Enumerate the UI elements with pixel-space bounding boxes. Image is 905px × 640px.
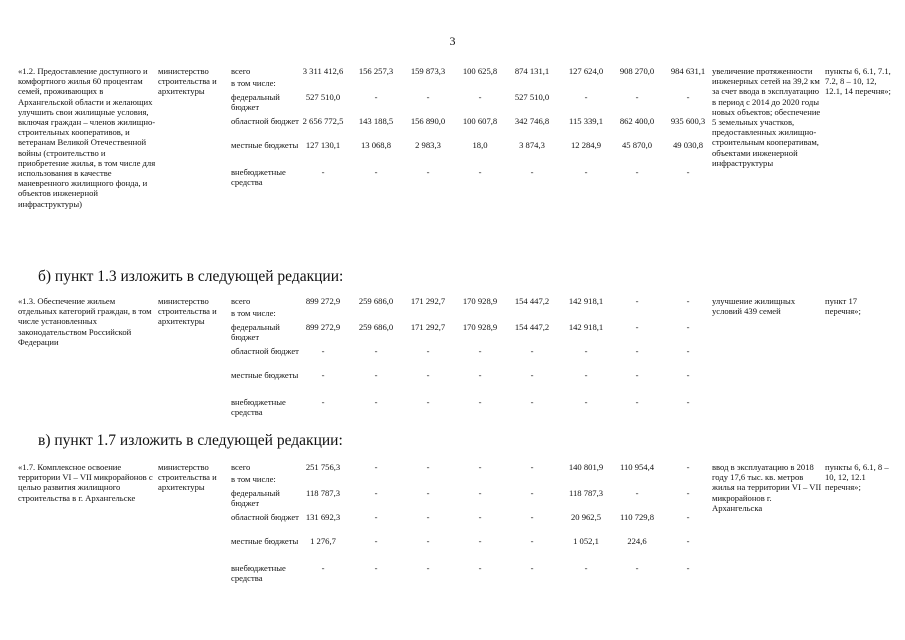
financing-value: 171 292,7 (410, 322, 446, 332)
financing-value: - (478, 167, 482, 177)
financing-value: - (530, 167, 534, 177)
financing-value: - (374, 462, 378, 472)
financing-value: - (635, 322, 639, 332)
financing-value: - (686, 92, 690, 102)
item-executor: министерство строительства и архитектуры (158, 66, 217, 97)
financing-value: - (478, 563, 482, 573)
financing-value: - (635, 167, 639, 177)
financing-value: - (426, 346, 430, 356)
financing-value: 899 272,9 (305, 296, 341, 306)
financing-value: 13 068,8 (360, 140, 392, 150)
financing-value: - (321, 346, 325, 356)
financing-value: - (426, 92, 430, 102)
financing-value: - (584, 370, 588, 380)
financing-source-label: местные бюджеты (231, 370, 299, 380)
financing-value: - (530, 512, 534, 522)
financing-value: 118 787,3 (305, 488, 341, 498)
financing-value: - (635, 346, 639, 356)
financing-value: 1 052,1 (573, 536, 599, 546)
financing-value: 251 756,3 (305, 462, 341, 472)
section-heading-b: б) пункт 1.3 изложить в следующей редакции: (38, 268, 344, 285)
financing-value: 224,6 (627, 536, 647, 546)
financing-value: - (321, 563, 325, 573)
financing-value: 154 447,2 (514, 296, 550, 306)
financing-value: 874 131,1 (514, 66, 550, 76)
financing-value: 170 928,9 (462, 296, 498, 306)
financing-source-label: внебюджетные средства (231, 397, 286, 418)
item-links: пункты 6, 6.1, 8 – 10, 12, 12.1 перечня»; (825, 462, 889, 493)
financing-value: 259 686,0 (358, 322, 394, 332)
financing-value: - (374, 536, 378, 546)
financing-value: - (426, 536, 430, 546)
financing-value: 140 801,9 (568, 462, 604, 472)
financing-value: - (686, 488, 690, 498)
financing-value: 259 686,0 (358, 296, 394, 306)
financing-source-label: областной бюджет (231, 512, 299, 522)
financing-value: - (478, 536, 482, 546)
financing-value: - (686, 346, 690, 356)
financing-value: 127 624,0 (568, 66, 604, 76)
financing-value: 1 276,7 (310, 536, 336, 546)
item-links: пункт 17 перечня»; (825, 296, 861, 317)
financing-value: 156 890,0 (410, 116, 446, 126)
financing-value: 156 257,3 (358, 66, 394, 76)
financing-value: - (635, 488, 639, 498)
financing-value: 12 284,9 (570, 140, 602, 150)
financing-value: 3 311 412,6 (302, 66, 344, 76)
item-result: улучшение жилищных условий 439 семей (712, 296, 796, 317)
financing-value: 342 746,8 (514, 116, 550, 126)
item-executor: министерство строительства и архитектуры (158, 296, 217, 327)
financing-value: - (686, 322, 690, 332)
financing-source-label: федеральный бюджет (231, 322, 280, 343)
financing-value: 3 874,3 (519, 140, 545, 150)
financing-value: - (374, 346, 378, 356)
financing-value: - (478, 462, 482, 472)
financing-value: 984 631,1 (670, 66, 706, 76)
financing-value: - (374, 488, 378, 498)
financing-source-label: внебюджетные средства (231, 563, 286, 584)
financing-value: - (374, 92, 378, 102)
financing-value: 527 510,0 (514, 92, 550, 102)
financing-value: 142 918,1 (568, 296, 604, 306)
financing-value: - (321, 167, 325, 177)
financing-value: - (686, 397, 690, 407)
item-links: пункты 6, 6.1, 7.1, 7.2, 8 – 10, 12, 12.1, 14 перечня»; (825, 66, 891, 97)
financing-value: - (686, 563, 690, 573)
financing-source-label: местные бюджеты (231, 140, 299, 150)
financing-value: - (321, 370, 325, 380)
financing-value: 171 292,7 (410, 296, 446, 306)
financing-value: - (584, 92, 588, 102)
financing-value: 899 272,9 (305, 322, 341, 332)
financing-value: - (530, 462, 534, 472)
item-executor: министерство строительства и архитектуры (158, 462, 217, 493)
financing-source-label: всего (231, 462, 251, 472)
financing-value: - (686, 462, 690, 472)
financing-value: - (686, 296, 690, 306)
financing-value: - (686, 167, 690, 177)
financing-value: 110 954,4 (619, 462, 655, 472)
financing-value: - (530, 563, 534, 573)
financing-value: - (635, 397, 639, 407)
financing-value: - (530, 536, 534, 546)
financing-value: - (635, 563, 639, 573)
financing-source-label: областной бюджет (231, 116, 299, 126)
item-result: ввод в эксплуатацию в 2018 году 17,6 тыс. кв. метров жилья на территории VI – VII микрорайонов г. Архангельска (712, 462, 822, 513)
section-heading-v: в) пункт 1.7 изложить в следующей редакции: (38, 432, 343, 449)
financing-value: - (584, 167, 588, 177)
financing-value: - (635, 370, 639, 380)
financing-value: 115 339,1 (568, 116, 604, 126)
financing-value: - (374, 512, 378, 522)
financing-value: 118 787,3 (568, 488, 604, 498)
financing-value: - (530, 488, 534, 498)
financing-value: 159 873,3 (410, 66, 446, 76)
financing-value: 170 928,9 (462, 322, 498, 332)
financing-value: - (426, 512, 430, 522)
financing-value: - (530, 397, 534, 407)
financing-value: 862 400,0 (619, 116, 655, 126)
financing-value: 2 656 772,5 (302, 116, 344, 126)
financing-value: - (686, 512, 690, 522)
financing-value: - (478, 397, 482, 407)
financing-source-label: внебюджетные средства (231, 167, 286, 188)
financing-value: - (374, 563, 378, 573)
financing-value: - (584, 346, 588, 356)
financing-source-label: в том числе: (231, 474, 276, 484)
financing-value: - (426, 167, 430, 177)
financing-value: 154 447,2 (514, 322, 550, 332)
financing-value: - (426, 488, 430, 498)
financing-source-label: всего (231, 66, 251, 76)
financing-value: - (530, 346, 534, 356)
financing-value: - (321, 397, 325, 407)
financing-value: - (635, 296, 639, 306)
financing-source-label: местные бюджеты (231, 536, 299, 546)
financing-value: 45 870,0 (621, 140, 653, 150)
item-result: увеличение протяженности инженерных сетей на 39,2 км за счет ввода в эксплуатацию в период с 2014 до 2020 годы новых объектов; обеспечение 5 земельных участков, предоставленных жилищно-строительным кооперативам, объектами инженерной инфраструктуры (712, 66, 821, 168)
financing-value: - (478, 488, 482, 498)
financing-value: 527 510,0 (305, 92, 341, 102)
item-title: «1.3. Обеспечение жильем отдельных категорий граждан, в том числе установленных законодательством Российской Федерации (18, 296, 152, 347)
financing-value: - (478, 370, 482, 380)
page-number: 3 (449, 34, 456, 48)
financing-value: - (426, 397, 430, 407)
financing-value: - (530, 370, 534, 380)
financing-source-label: федеральный бюджет (231, 92, 280, 113)
financing-value: - (478, 346, 482, 356)
financing-value: - (426, 370, 430, 380)
financing-value: - (426, 563, 430, 573)
financing-value: - (584, 397, 588, 407)
financing-value: - (478, 512, 482, 522)
financing-value: 18,0 (472, 140, 488, 150)
financing-value: 131 692,3 (305, 512, 341, 522)
financing-value: 908 270,0 (619, 66, 655, 76)
financing-value: - (426, 462, 430, 472)
financing-value: 935 600,3 (670, 116, 706, 126)
financing-value: - (584, 563, 588, 573)
financing-value: 100 607,8 (462, 116, 498, 126)
financing-value: 20 962,5 (570, 512, 602, 522)
financing-value: - (478, 92, 482, 102)
financing-value: 110 729,8 (619, 512, 655, 522)
financing-value: - (374, 167, 378, 177)
financing-value: 142 918,1 (568, 322, 604, 332)
item-title: «1.7. Комплексное освоение территории VI – VII микрорайонов с целью развития жилищного строительства в г. Архангельске (18, 462, 153, 503)
financing-source-label: в том числе: (231, 308, 276, 318)
financing-value: 127 130,1 (305, 140, 341, 150)
financing-value: 49 030,8 (672, 140, 704, 150)
financing-source-label: всего (231, 296, 251, 306)
item-title: «1.2. Предоставление доступного и комфортного жилья 60 процентам семей, проживающих в Архангельской области и желающих улучшить свои жилищные условия, включая граждан – членов жилищно-строительных кооперативов, и ветеранам Великой Отечественной войны (строительство и приобретение жилья, в том числе для использования в качестве маневренного жилищного фонда, и объектов инженерной инфраструктуры) (18, 66, 156, 209)
financing-value: - (635, 92, 639, 102)
financing-source-label: федеральный бюджет (231, 488, 280, 509)
financing-source-label: в том числе: (231, 78, 276, 88)
financing-value: - (374, 397, 378, 407)
financing-value: - (686, 370, 690, 380)
financing-value: 2 983,3 (415, 140, 441, 150)
financing-value: - (686, 536, 690, 546)
financing-value: - (374, 370, 378, 380)
financing-source-label: областной бюджет (231, 346, 299, 356)
financing-value: 143 188,5 (358, 116, 394, 126)
financing-value: 100 625,8 (462, 66, 498, 76)
